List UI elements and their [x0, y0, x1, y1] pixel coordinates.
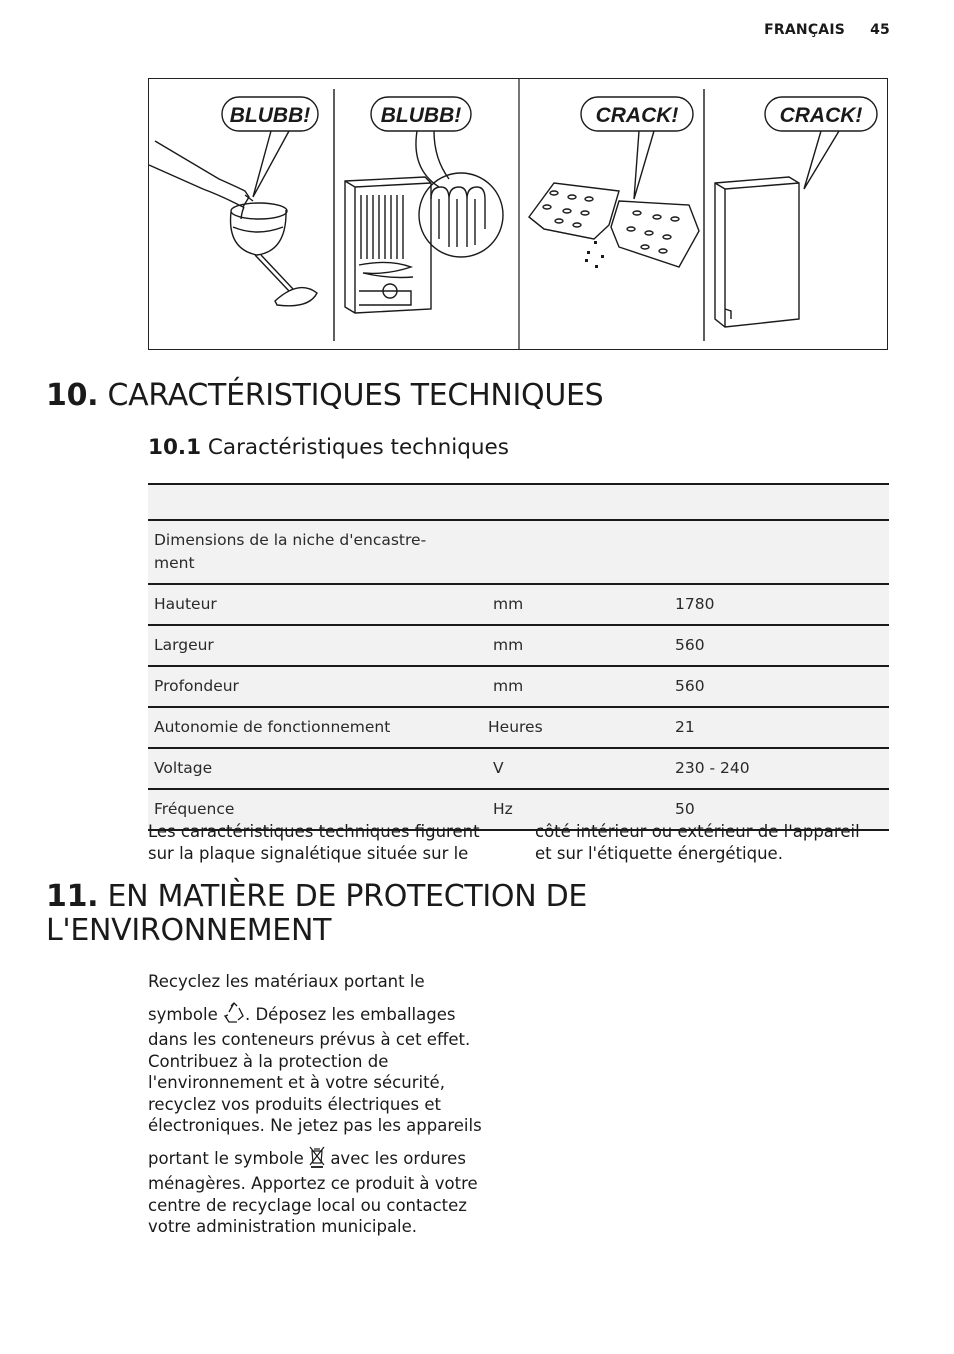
bubble-tail [634, 131, 654, 199]
table-row [148, 584, 889, 625]
table-cell-value: 1780 [669, 584, 889, 625]
bubble-tail [253, 131, 289, 197]
table-cell-value: 560 [669, 625, 889, 666]
table-cell-unit: Hz [482, 789, 669, 830]
table-row [148, 666, 889, 707]
section-10-1-heading [148, 435, 509, 460]
table-cell-label: Largeur [148, 625, 482, 666]
section-10-number: 10. [46, 378, 99, 413]
noise-illustration [148, 78, 888, 350]
bubble-text-blubb-2: BLUBB! [380, 104, 462, 127]
section-11-number: 11. [46, 879, 99, 914]
environment-paragraph-2 [148, 1002, 500, 1137]
environment-text [148, 971, 500, 1238]
table-row [148, 707, 889, 748]
bubble-text-crack-2: CRACK! [779, 104, 863, 127]
section-10-heading [46, 378, 603, 413]
page-number: 45 [870, 22, 890, 38]
bubble-tail [416, 131, 449, 187]
section-11-title-line2: L'ENVIRONNEMENT [46, 913, 332, 948]
cracking-ice-tray [529, 183, 699, 267]
table-cell-unit: mm [482, 625, 669, 666]
section-11-heading [46, 880, 587, 948]
table-cell-label: Voltage [148, 748, 482, 789]
table-cell-unit: mm [482, 666, 669, 707]
ice-fragments [585, 241, 604, 268]
table-cell-value: 560 [669, 666, 889, 707]
fridge-coils [345, 173, 503, 313]
recycle-icon [223, 1002, 245, 1030]
bottle-and-glass [149, 141, 317, 306]
tech-note-col2: côté intérieur ou extérieur de l'appareil et sur l'étiquette énergétique. [535, 822, 860, 863]
section-10-title: CARACTÉRISTIQUES TECHNIQUES [107, 378, 604, 413]
section-10-1-title: Caractéristiques techniques [207, 435, 509, 460]
noise-illustration-svg [149, 79, 887, 349]
table-row [148, 748, 889, 789]
table-header-row [148, 484, 889, 520]
table-cell-label: Profondeur [148, 666, 482, 707]
dimension-label-line1: Dimensions de la niche d'encastre- [154, 531, 427, 549]
language-label: FRANÇAIS [764, 22, 846, 38]
table-cell-value: 50 [669, 789, 889, 830]
section-10-1-number: 10.1 [148, 435, 202, 460]
spec-table [148, 483, 889, 831]
table-cell-value: 230 - 240 [669, 748, 889, 789]
table-cell-unit [482, 520, 669, 584]
environment-paragraph-2-start: symbole [148, 1004, 223, 1024]
bubble-text-crack-1: CRACK! [595, 104, 679, 127]
dimension-label-line2: ment [154, 554, 195, 572]
environment-paragraph-3-start: portant le symbole [148, 1148, 310, 1168]
section-11-title-line1: EN MATIÈRE DE PROTECTION DE [107, 879, 588, 914]
fridge-front [715, 177, 799, 327]
page-header [764, 22, 890, 38]
table-row [148, 625, 889, 666]
table-cell-value: 21 [669, 707, 889, 748]
table-cell-value [669, 520, 889, 584]
table-cell-label: Autonomie de fonctionnement [148, 707, 482, 748]
bubble-tail [804, 131, 839, 189]
table-row [148, 520, 889, 584]
crossed-bin-icon [309, 1146, 325, 1174]
table-cell-label: Hauteur [148, 584, 482, 625]
table-cell-unit: mm [482, 584, 669, 625]
bubble-text-blubb-1: BLUBB! [229, 104, 311, 127]
table-cell-unit: Heures [482, 707, 669, 748]
table-cell-label [148, 520, 482, 584]
environment-paragraph-1: Recyclez les matériaux portant le [148, 972, 425, 991]
table-cell-label: Fréquence [148, 789, 482, 830]
environment-paragraph-2-end: . Déposez les emballages dans les conteneurs prévus à cet effet. Contribuez à la protection de l'environnement et à votre sécurité, recyclez vos produits électriques et électroniques. Ne jetez pas les appareils [148, 1004, 482, 1135]
tech-note-col1: Les caractéristiques techniques figurent sur la plaque signalétique située sur le [148, 822, 480, 863]
environment-paragraph-3 [148, 1146, 500, 1238]
environment-paragraph-3-end: avec les ordures ménagères. Apportez ce produit à votre centre de recyclage local ou contactez votre administration municipale. [148, 1148, 478, 1236]
table-cell-unit: V [482, 748, 669, 789]
